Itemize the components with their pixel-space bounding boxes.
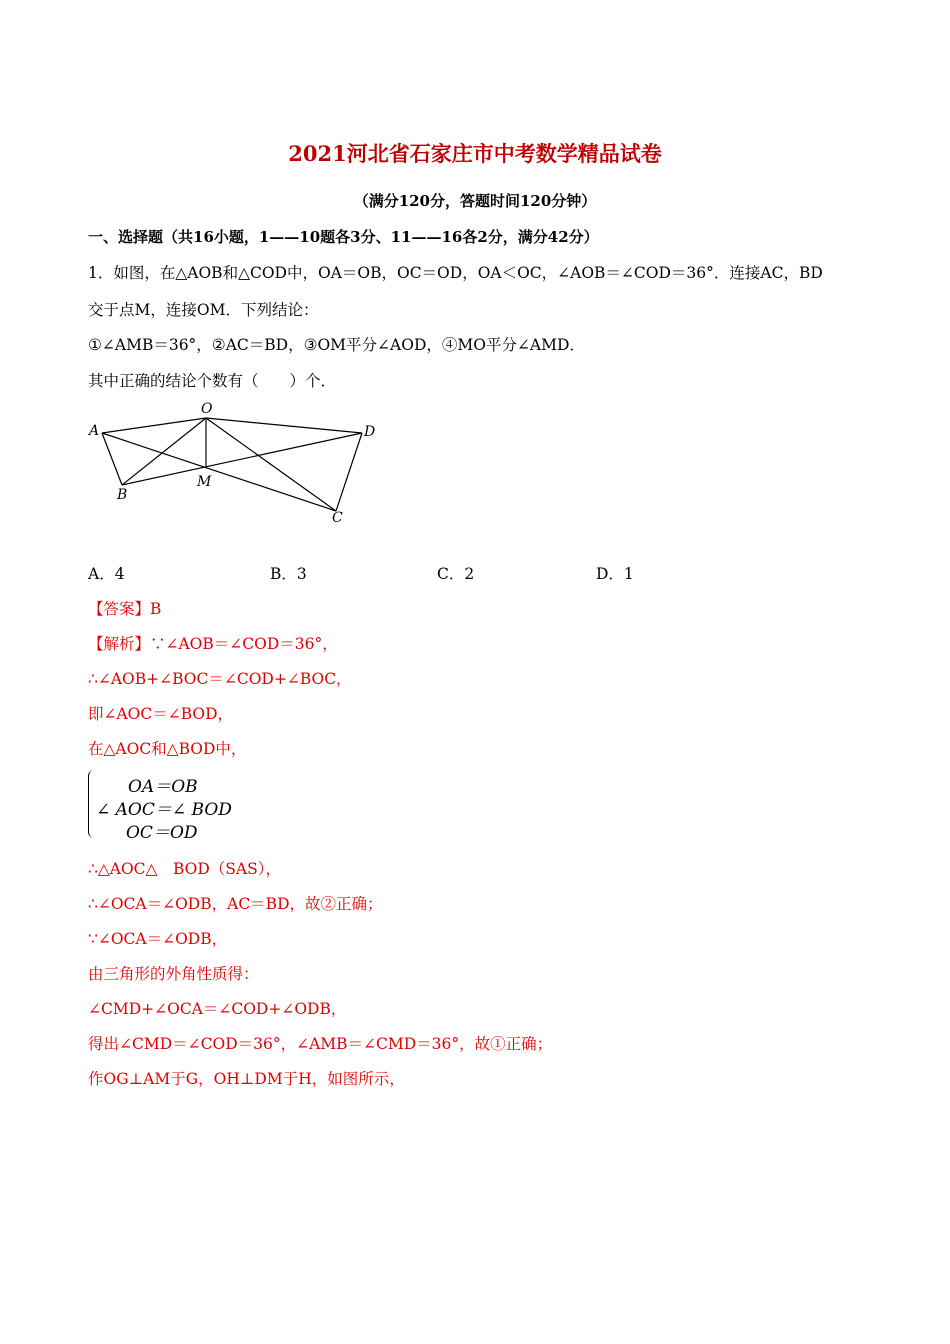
label-C: C (332, 510, 343, 526)
question-line-2: 交于点M，连接OM．下列结论： (88, 301, 319, 319)
label-A: A (89, 423, 100, 439)
analysis-line-6: ∴∠OCA＝∠ODB，AC＝BD，故②正确； (88, 895, 383, 913)
option-b: B．3 (270, 565, 307, 583)
document-title: 2021河北省石家庄市中考数学精品试卷 (288, 141, 662, 166)
segment-AC (102, 433, 336, 511)
analysis-line-2: ∴∠AOB+∠BOC＝∠COD+∠BOC， (88, 670, 352, 688)
system-line-1: OA＝OB (128, 777, 198, 797)
analysis-line-8: 由三角形的外角性质得： (88, 965, 259, 983)
answer: 【答案】B (88, 600, 162, 618)
segment-OC (206, 418, 336, 511)
segment-DC (336, 433, 362, 511)
exam-info: （满分120分，答题时间120分钟） (353, 192, 597, 210)
segment-OD (206, 418, 362, 433)
option-a: A．4 (88, 565, 125, 583)
analysis-line-4: 在△AOC和△BOD中， (88, 740, 247, 758)
analysis-line-5: ∴△AOC△ BOD（SAS）， (88, 860, 281, 878)
geometry-figure (86, 398, 386, 528)
question-line-4: 其中正确的结论个数有（ ）个． (88, 372, 337, 390)
section-heading: 一、选择题（共16小题，1——10题各3分、11——16各2分，满分42分） (88, 228, 599, 246)
segment-AB (102, 433, 122, 485)
label-B: B (117, 487, 128, 503)
option-d: D．1 (596, 565, 634, 583)
system-line-2: ∠ AOC＝∠ BOD (96, 800, 232, 820)
label-D: D (364, 424, 376, 440)
label-O: O (201, 401, 213, 417)
system-line-3: OC＝OD (126, 823, 198, 843)
question-line-3: ①∠AMB＝36°，②AC＝BD，③OM平分∠AOD，④MO平分∠AMD． (88, 336, 585, 354)
analysis-line-1: 【解析】∵∠AOB＝∠COD＝36°， (88, 635, 338, 653)
option-c: C．2 (437, 565, 475, 583)
segment-BD (122, 433, 362, 485)
analysis-line-7: ∵∠OCA＝∠ODB， (88, 930, 228, 948)
question-line-1: 1．如图，在△AOB和△COD中，OA＝OB，OC＝OD，OA＜OC，∠AOB＝∠COD＝36°．连接AC，BD (88, 264, 823, 282)
analysis-line-10: 得出∠CMD＝∠COD＝36°，∠AMB＝∠CMD＝36°，故①正确； (88, 1035, 553, 1053)
analysis-line-11: 作OG⊥AM于G，OH⊥DM于H，如图所示， (88, 1070, 405, 1088)
label-M: M (197, 474, 212, 490)
analysis-line-3: 即∠AOC＝∠BOD， (88, 705, 234, 723)
analysis-line-9: ∠CMD+∠OCA＝∠COD+∠ODB， (88, 1000, 347, 1018)
